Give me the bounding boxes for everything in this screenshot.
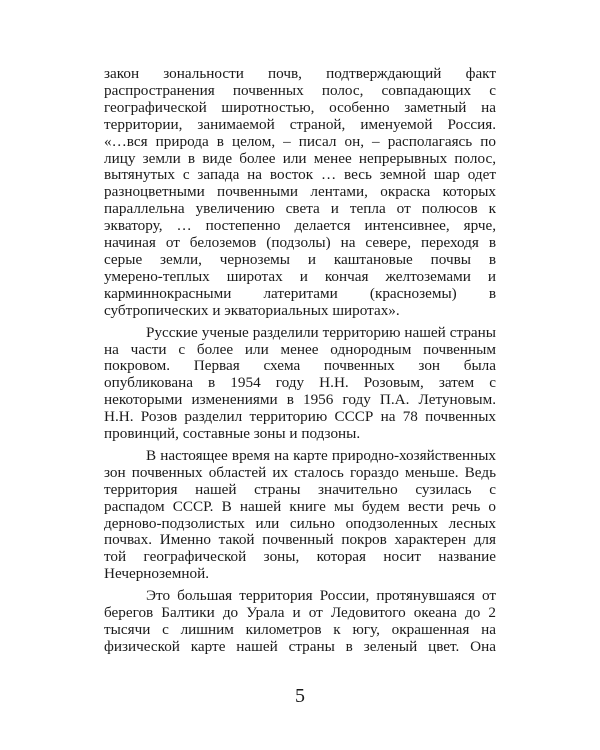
page-number: 5 [295,685,305,707]
text-line: провинций, составные зоны и подзоны. [104,425,361,443]
text-line: покровом. Первая схема почвенных зон была [104,357,496,375]
text-line: почвах. Именно такой почвенный покров характерен для [104,531,496,549]
text-line: зон почвенных областей их сталось гораздо меньше. Ведь [104,463,496,481]
text-line: Н.Н. Розов разделил территорию СССР на 78 почвенных [104,408,496,426]
text-line: Русские ученые разделили территорию нашей страны [146,323,496,341]
text-line: распадом СССР. В нашей книге мы будем вести речь о [104,497,496,515]
text-line: вытянутых с запада на восток … весь земной шар одет [104,166,496,184]
text-line: В настоящее время на карте природно-хозяйственных [146,446,496,464]
text-line: параллельна увеличению света и тепла от полюсов к [104,200,496,218]
text-line: карминнокрасными латеритами (красноземы) в [104,284,496,302]
text-line: «…вся природа в целом, – писал он, – располагаясь по [104,132,496,150]
text-line: закон зональности почв, подтверждающий факт [104,65,496,82]
paragraph-2 [104,325,496,443]
text-line: Нечерноземной. [104,565,210,583]
text-line: опубликована в 1954 году Н.Н. Розовым, затем с [104,374,496,392]
text-line: берегов Балтики до Урала и от Ледовитого океана до 2 [104,604,496,622]
text-line: физической карте нашей страны в зеленый цвет. Она [104,637,496,655]
text-line: той географической зоны, которая носит название [104,548,496,566]
text-line: некоторыми изменениями в 1956 году П.А. Летуновым. [104,391,496,409]
text-line: на части с более или менее однородным почвенным [104,340,496,358]
text-line: умерено-теплых широтах и кончая желтоземами и [104,267,496,285]
text-line: серые земли, черноземы и каштановые почвы в [104,250,496,268]
text-line: экватору, … постепенно делается интенсивнее, ярче, [104,217,496,235]
text-line: начиная от белоземов (подзолы) на севере, переходя в [104,234,496,252]
paragraph-4 [104,588,496,656]
text-line: дерново-подзолистых или сильно оподзоленных лесных [104,514,496,532]
text-line: Это большая территория России, протянувшаяся от [146,587,496,605]
text-line: субтропических и экваториальных широтах». [104,301,400,319]
paragraph-3 [104,448,496,583]
body-text [104,66,496,661]
text-line: территория нашей страны значительно сузилась с [104,480,496,498]
text-line: лицу земли в виде более или менее непрерывных полос, [104,149,496,167]
text-line: разноцветными почвенными лентами, окраска которых [104,183,496,201]
text-line: географической широтностью, особенно заметный на [104,98,496,116]
paragraph-1 [104,66,496,320]
text-line: тысячи с лишним километров к югу, окрашенная на [104,621,496,638]
text-line: территории, занимаемой страной, именуемой Россия. [104,115,496,133]
text-line: распространения почвенных полос, совпадающих с [104,81,496,99]
